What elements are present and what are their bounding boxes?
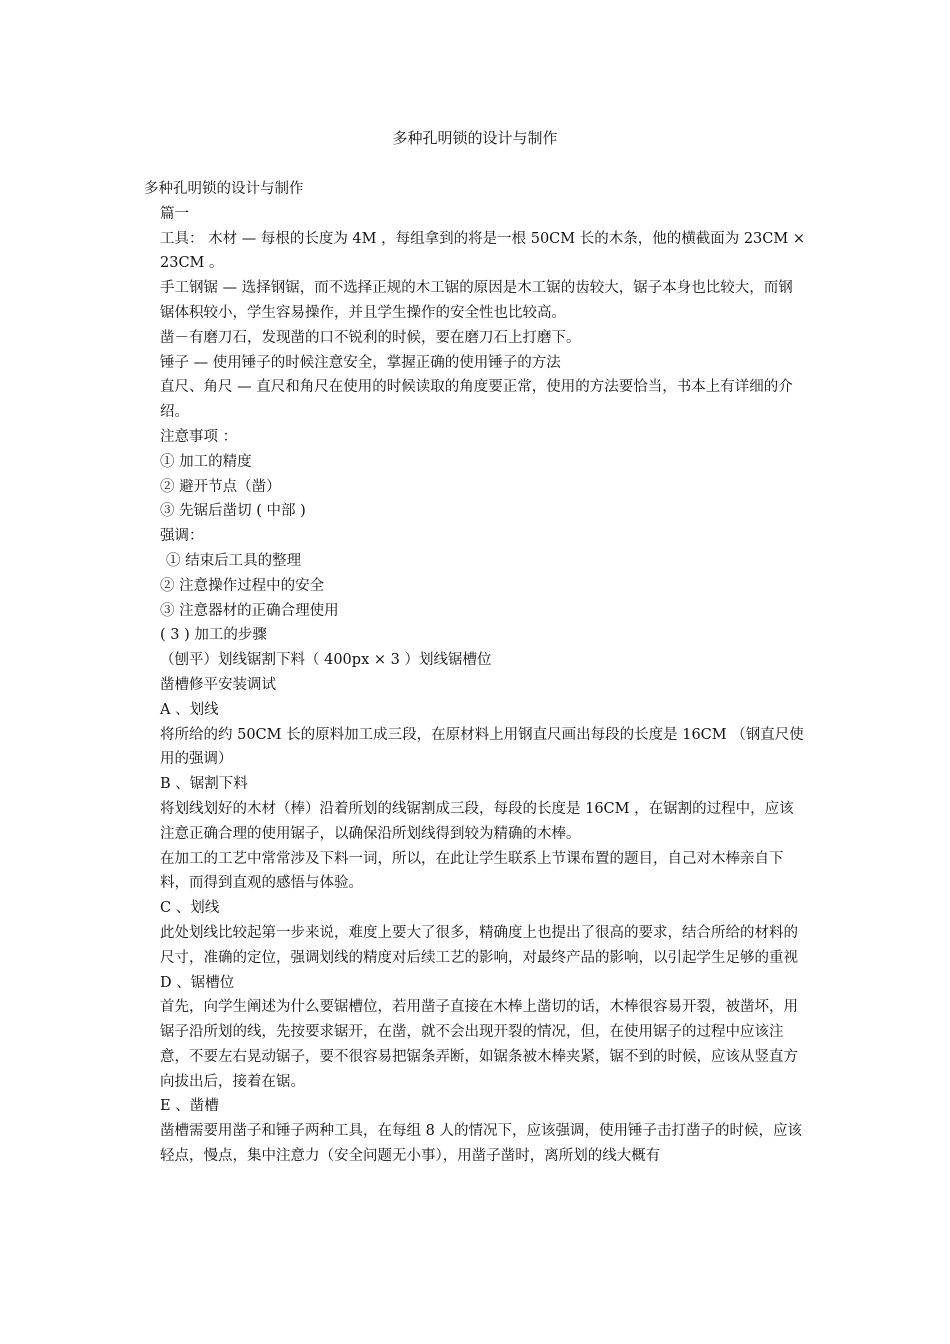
body-paragraph: 手工钢锯 — 选择钢锯，而不选择正规的木工锯的原因是木工锯的齿较大，锯子本身也比较大，而钢锯体积较小，学生容易操作，并且学生操作的安全性也比较高。 <box>160 280 793 321</box>
body-paragraph: ② 避开节点（凿） <box>160 478 281 495</box>
body-paragraph: D 、锯槽位 <box>160 974 235 991</box>
body-paragraph: 篇一 <box>160 205 189 222</box>
body-paragraph: 将所给的约 50CM 长的原料加工成三段，在原材料上用钢直尺画出每段的长度是 16CM （钢直尺使用的强调） <box>160 726 804 768</box>
body-paragraph: 此处划线比较起第一步来说，难度上要大了很多，精确度上也提出了很高的要求，结合所给的材料的尺寸，准确的定位，强调划线的精度对后续工艺的影响，对最终产品的影响，以引起学生足够的重视 <box>160 924 798 966</box>
body-paragraph: ③ 先锯后凿切 ( 中部 ) <box>160 503 306 520</box>
body-paragraph: （刨平）划线锯割下料（ 400px × 3 ）划线锯槽位 <box>160 652 492 669</box>
document-body <box>144 177 810 1169</box>
body-paragraph: ① 结束后工具的整理 <box>166 552 302 569</box>
body-paragraph: 直尺、角尺 — 直尺和角尺在使用的时候读取的角度要正常，使用的方法要恰当，书本上有详细的介绍。 <box>160 379 793 421</box>
body-paragraph: 凿－有磨刀石，发现凿的口不锐利的时候，要在磨刀石上打磨下。 <box>160 329 581 346</box>
body-paragraph: 凿槽修平安装调试 <box>160 676 276 693</box>
body-paragraph: B 、锯割下料 <box>160 776 248 793</box>
body-paragraph: A 、划线 <box>160 701 219 718</box>
body-paragraph: 首先，向学生阐述为什么要锯槽位，若用凿子直接在木棒上凿切的话，木棒很容易开裂，被凿坏，用锯子沿所划的线，先按要求锯开，在凿，就不会出现开裂的情况，但，在使用锯子的过程中应该注意，不要左右晃动锯子，要不很容易把锯条弄断，如锯条被木棒夹紧，锯不到的时候，应该从竖直方向拔出后，接着在锯。 <box>160 999 798 1090</box>
body-paragraph: E 、凿槽 <box>160 1098 219 1115</box>
body-paragraph: 凿槽需要用凿子和锤子两种工具，在每组 8 人的情况下，应该强调，使用锤子击打凿子的时候，应该轻点，慢点，集中注意力（安全问题无小事），用凿子凿时，离所划的线大概有 <box>160 1123 802 1165</box>
body-paragraph: 锤子 — 使用锤子的时候注意安全，掌握正确的使用锤子的方法 <box>160 354 561 371</box>
body-paragraph: ② 注意操作过程中的安全 <box>160 577 325 594</box>
body-paragraph: ( 3 ) 加工的步骤 <box>160 627 267 644</box>
body-paragraph: 在加工的工艺中常常涉及下料一词，所以，在此让学生联系上节课布置的题目，自己对木棒亲自下料，而得到直观的感悟与体验。 <box>160 850 784 892</box>
page-title: 多种孔明锁的设计与制作 <box>392 129 558 147</box>
body-paragraph: 强调： <box>160 528 204 545</box>
body-paragraph: C 、划线 <box>160 900 220 917</box>
body-paragraph: 工具： 木材 — 每根的长度为 4M ，每组拿到的将是一根 50CM 长的木条，他的横截面为 23CM × 23CM 。 <box>160 230 810 272</box>
body-paragraph: 注意事项 ： <box>160 428 238 445</box>
body-paragraph: ③ 注意器材的正确合理使用 <box>160 602 339 619</box>
body-paragraph: ① 加工的精度 <box>160 453 252 470</box>
section-heading: 多种孔明锁的设计与制作 <box>144 181 304 197</box>
body-paragraph: 将划线划好的木材（棒）沿着所划的线锯割成三段，每段的长度是 16CM ，在锯割的过程中，应该注意正确合理的使用锯子，以确保沿所划线得到较为精确的木棒。 <box>160 800 794 842</box>
